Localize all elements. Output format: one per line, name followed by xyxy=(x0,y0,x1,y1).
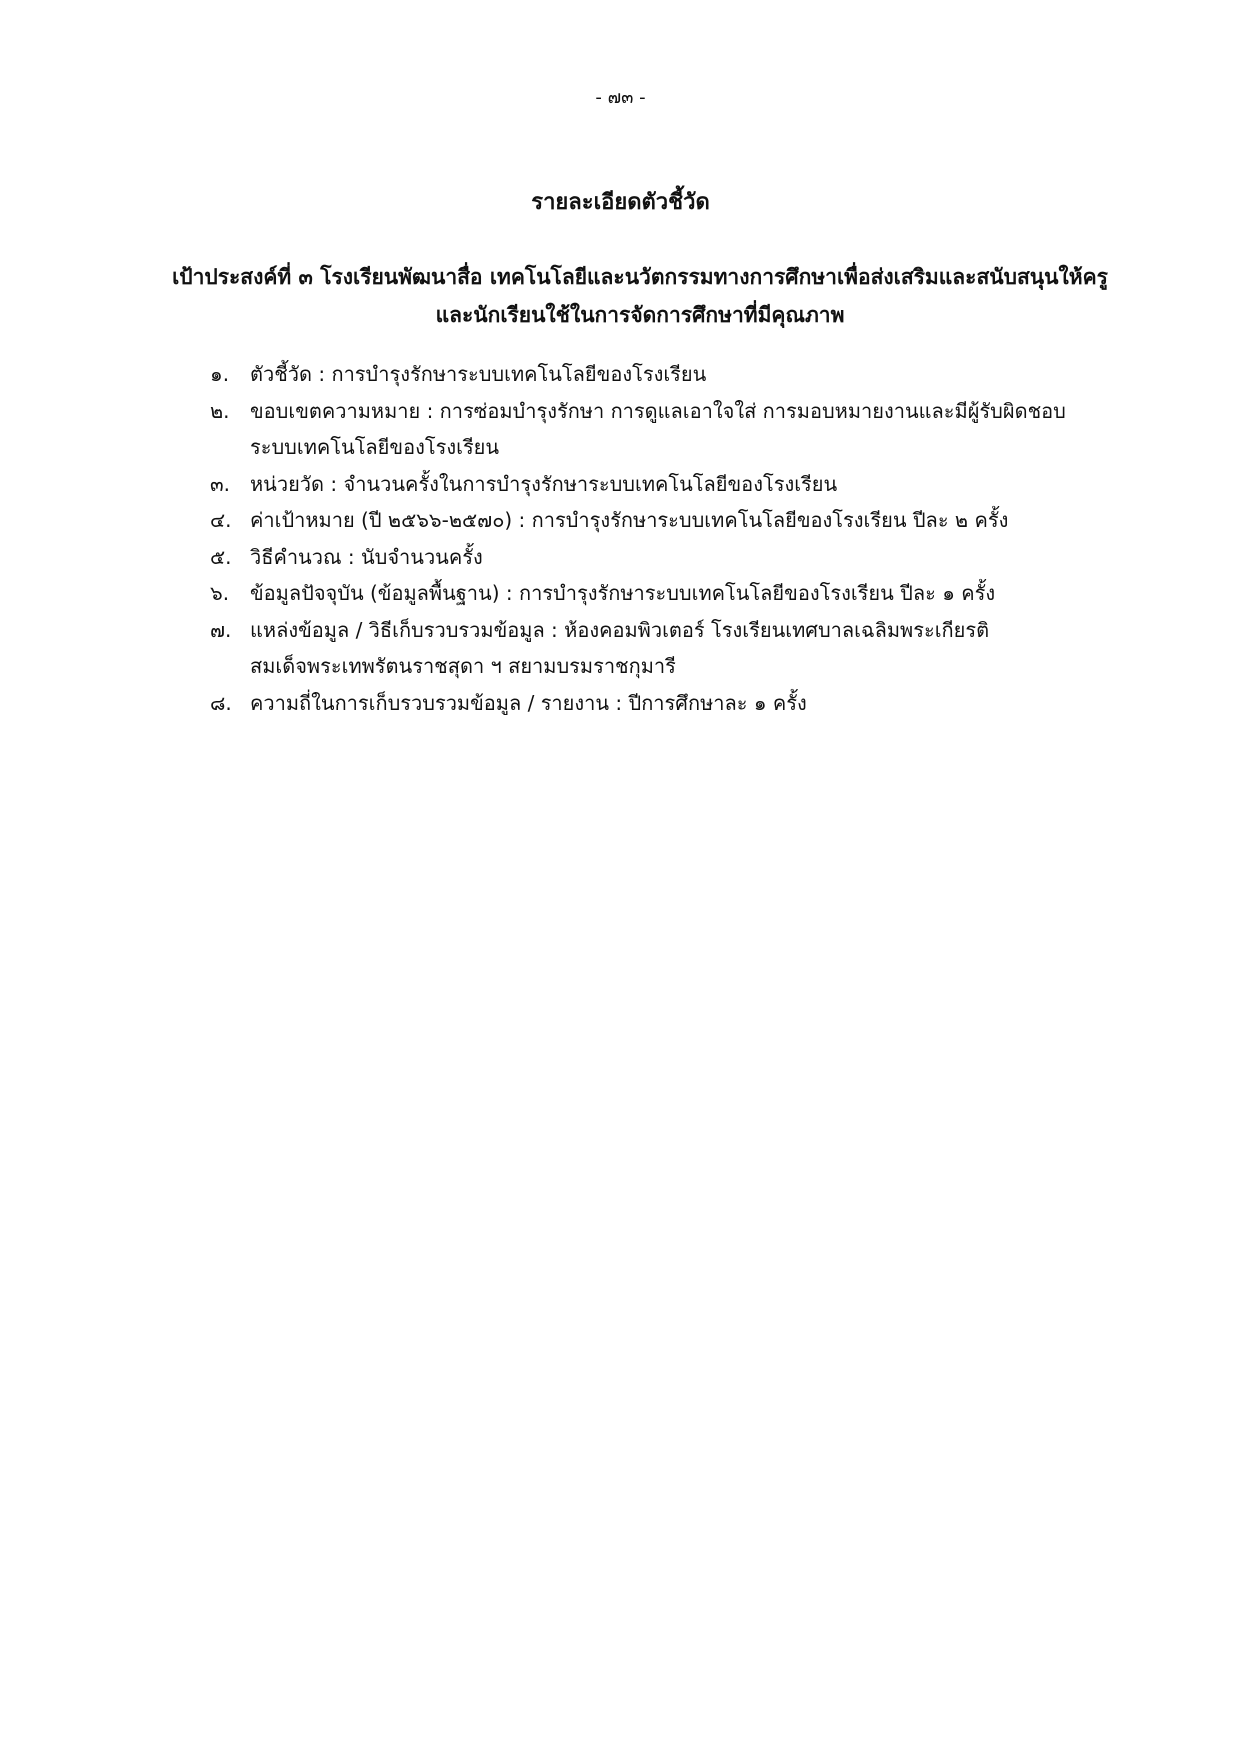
item-number: ๖. xyxy=(210,581,230,605)
item-text: วิธีคำนวณ : นับจำนวนครั้ง xyxy=(250,544,483,569)
item-text: ความถี่ในการเก็บรวบรวมข้อมูล / รายงาน : ปีการศึกษาละ ๑ ครั้ง xyxy=(250,690,807,715)
item-text: แหล่งข้อมูล / วิธีเก็บรวบรวมข้อมูล : ห้องคอมพิวเตอร์ โรงเรียนเทศบาลเฉลิมพระเกียรติ สมเด็จพระเทพรัตนราชสุดา ฯ สยามบรมราชกุมารี xyxy=(250,617,990,678)
item-number: ๔. xyxy=(210,508,232,532)
item-number: ๘. xyxy=(210,690,232,715)
document-title: รายละเอียดตัวชี้วัด xyxy=(531,190,710,215)
item-text: ข้อมูลปัจจุบัน (ข้อมูลพื้นฐาน) : การบำรุงรักษาระบบเทคโนโลยีของโรงเรียน ปีละ ๑ ครั้ง xyxy=(250,581,996,605)
list-item xyxy=(210,502,1110,539)
list-item xyxy=(210,612,1110,685)
list-item xyxy=(210,685,1110,722)
item-number: ๕. xyxy=(210,544,232,569)
item-text: ขอบเขตความหมาย : การซ่อมบำรุงรักษา การดูแลเอาใจใส่ การมอบหมายงานและมีผู้รับผิดชอบ ระบบเทคโนโลยีของโรงเรียน xyxy=(250,398,1066,459)
item-number: ๗. xyxy=(210,617,232,642)
item-text: ค่าเป้าหมาย (ปี ๒๕๖๖-๒๕๗๐) : การบำรุงรักษาระบบเทคโนโลยีของโรงเรียน ปีละ ๒ ครั้ง xyxy=(250,508,1009,532)
list-item xyxy=(210,575,1110,612)
list-item xyxy=(210,466,1110,503)
item-number: ๓. xyxy=(210,471,231,496)
indicator-detail-list xyxy=(210,356,1110,721)
goal-heading: เป้าประสงค์ที่ ๓ โรงเรียนพัฒนาสื่อ เทคโนโลยีและนวัตกรรมทางการศึกษาเพื่อส่งเสริมและสนับสนุนให้ครูและนักเรียนใช้ในการจัดการศึกษาที่มีคุณภาพ xyxy=(172,265,1108,327)
list-item xyxy=(210,393,1110,466)
page-number: - ๗๓ - xyxy=(595,87,646,108)
item-number: ๑. xyxy=(210,362,230,386)
list-item xyxy=(210,356,1110,393)
list-item xyxy=(210,539,1110,576)
item-number: ๒. xyxy=(210,398,230,423)
item-text: ตัวชี้วัด : การบำรุงรักษาระบบเทคโนโลยีของโรงเรียน xyxy=(250,362,707,386)
item-text: หน่วยวัด : จำนวนครั้งในการบำรุงรักษาระบบเทคโนโลยีของโรงเรียน xyxy=(250,471,838,496)
